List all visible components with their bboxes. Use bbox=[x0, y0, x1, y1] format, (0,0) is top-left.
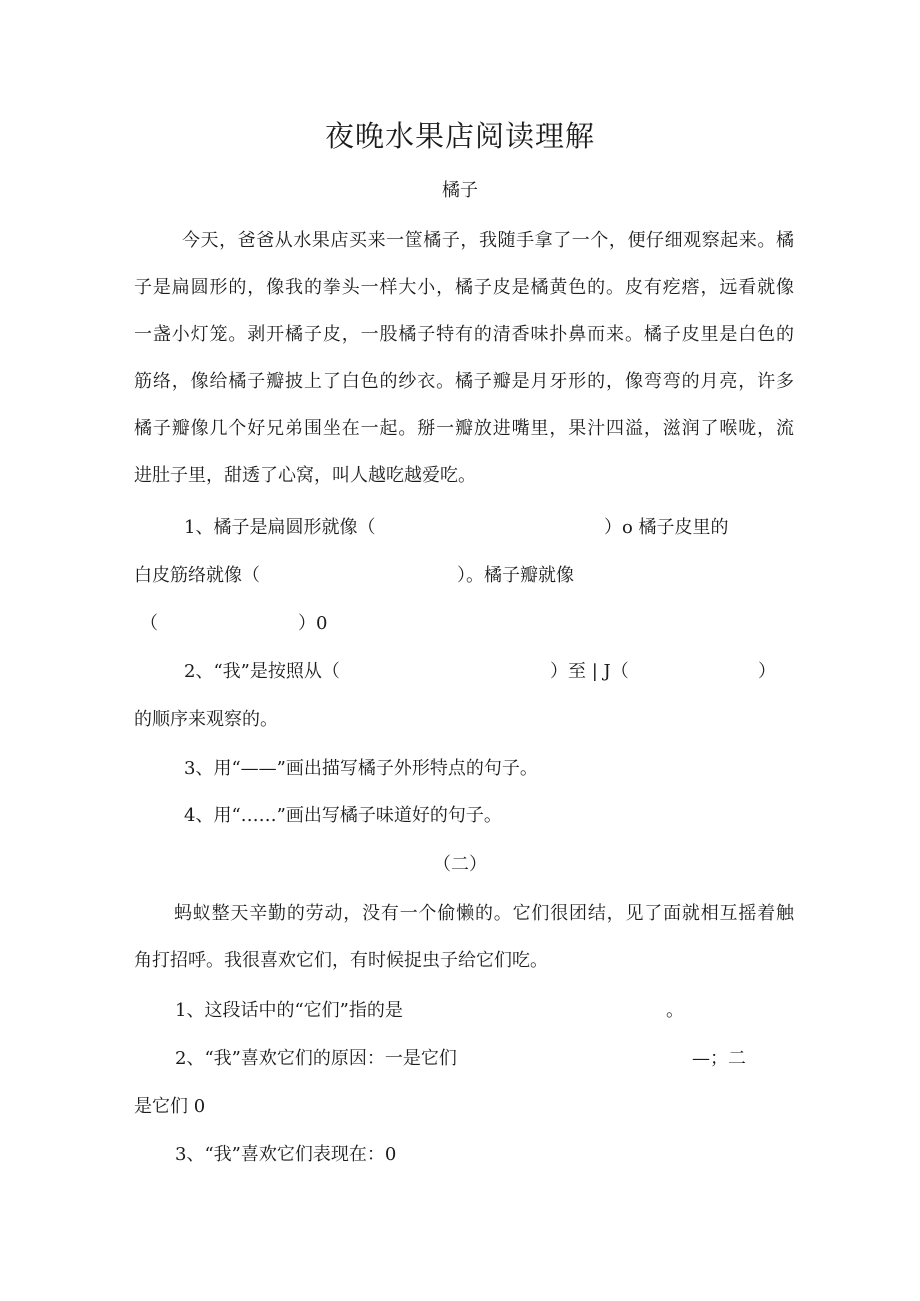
document-title: 夜晚水果店阅读理解 bbox=[324, 119, 595, 153]
question-text: ）0 bbox=[298, 613, 328, 634]
section2-question-3: 3、“我”喜欢它们表现在：0 bbox=[175, 1144, 397, 1165]
question-text: 的顺序来观察的。 bbox=[134, 709, 278, 730]
question-text: ）。橘子瓣就像 bbox=[457, 565, 574, 586]
section2-heading: （二） bbox=[433, 854, 487, 875]
question-text: 白皮筋络就像（ bbox=[134, 565, 260, 586]
question-text: —；二 bbox=[692, 1048, 746, 1069]
question-text: 2、“我”喜欢它们的原因：一是它们 bbox=[175, 1048, 457, 1069]
section1-question-4: 4、用“……”画出写橘子味道好的句子。 bbox=[184, 805, 502, 826]
passage-line: 橘子瓣像几个好兄弟围坐在一起。掰一瓣放进嘴里，果汁四溢，滋润了喉咙，流 bbox=[134, 418, 794, 439]
section1-question-3: 3、用“——”画出描写橘子外形特点的句子。 bbox=[184, 758, 538, 779]
passage-line: 今天，爸爸从水果店买来一筐橘子，我随手拿了一个，便仔细观察起来。橘 bbox=[182, 230, 794, 251]
passage-line: 角打招呼。我很喜欢它们，有时候捉虫子给它们吃。 bbox=[134, 950, 548, 971]
passage-line: 筋络，像给橘子瓣披上了白色的纱衣。橘子瓣是月牙形的，像弯弯的月亮，许多 bbox=[134, 371, 794, 392]
question-text: ） bbox=[758, 661, 776, 682]
question-text: （ bbox=[140, 613, 158, 634]
question-text: ）o 橘子皮里的 bbox=[604, 517, 729, 538]
question-text: ）至 | J（ bbox=[550, 661, 629, 682]
question-text: 1、这段话中的“它们”指的是 bbox=[175, 1000, 403, 1021]
passage-line: 蚂蚁整天辛勤的劳动，没有一个偷懒的。它们很团结，见了面就相互摇着触 bbox=[174, 903, 794, 924]
section1-subtitle: 橘子 bbox=[442, 180, 478, 201]
passage-line: 进肚子里，甜透了心窝，叫人越吃越爱吃。 bbox=[134, 465, 476, 486]
question-text: 。 bbox=[666, 1000, 684, 1021]
question-text: 2、“我”是按照从（ bbox=[184, 661, 340, 682]
passage-line: 子是扁圆形的，像我的拳头一样大小，橘子皮是橘黄色的。皮有疙瘩，远看就像 bbox=[134, 277, 794, 298]
question-text: 1、橘子是扁圆形就像（ bbox=[184, 517, 376, 538]
question-text: 是它们 0 bbox=[134, 1096, 206, 1117]
passage-line: 一盏小灯笼。剥开橘子皮，一股橘子特有的清香味扑鼻而来。橘子皮里是白色的 bbox=[134, 324, 794, 345]
